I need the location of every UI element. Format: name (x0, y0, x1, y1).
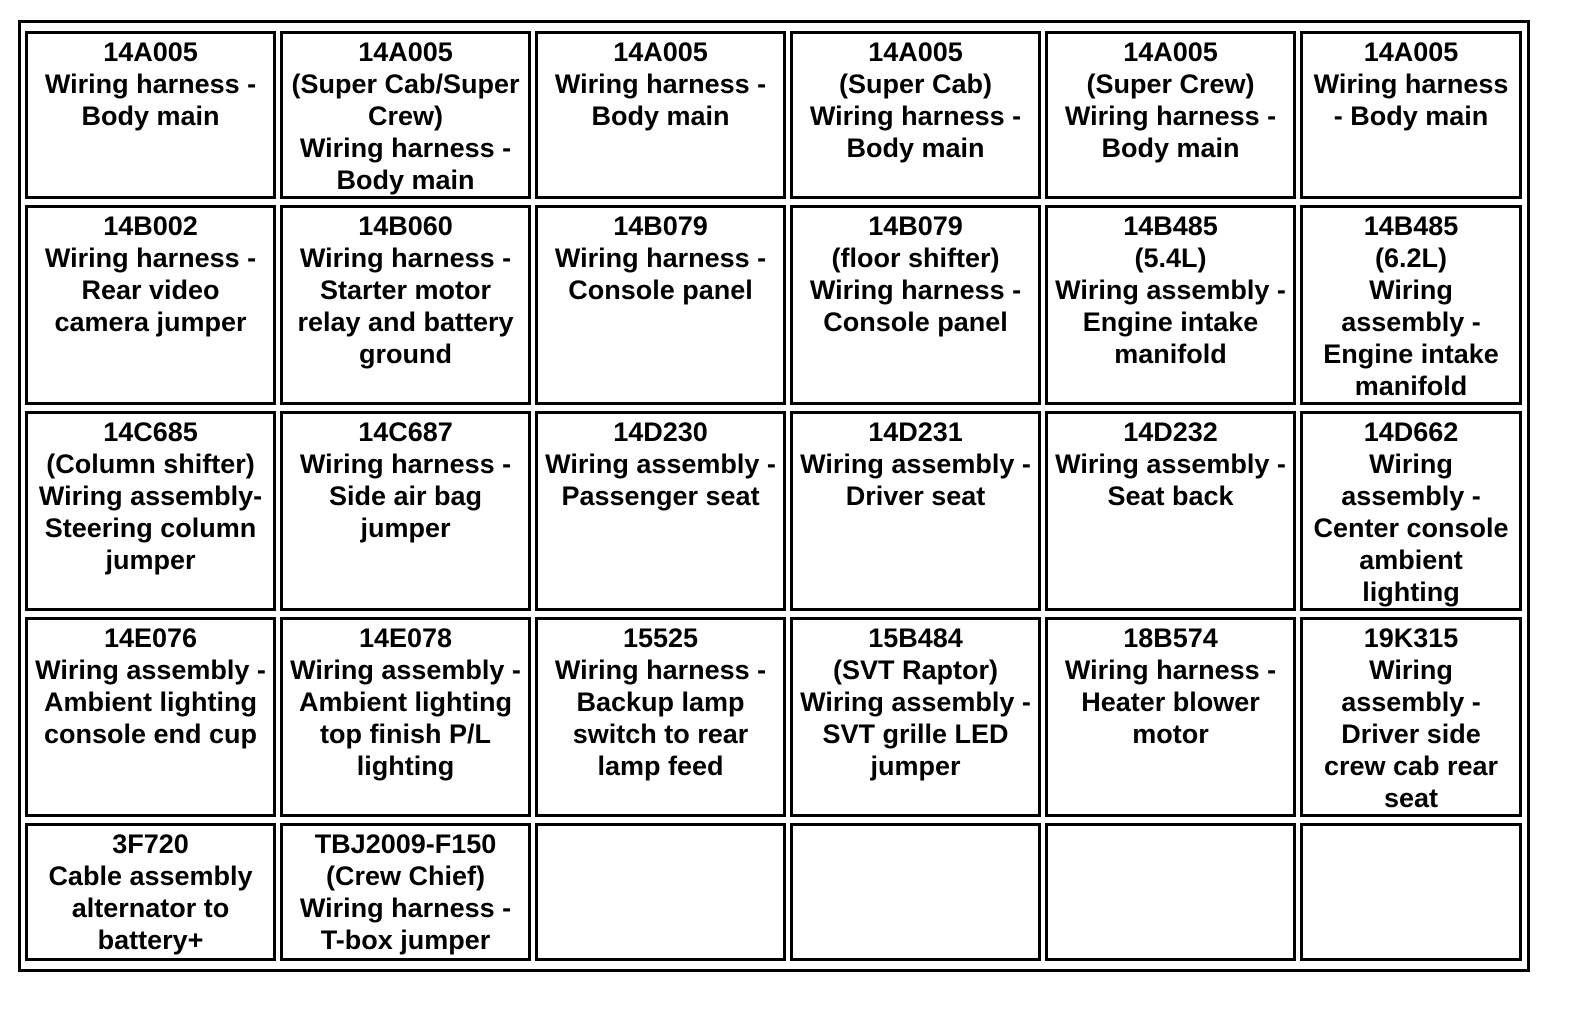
part-description-line: seat (1383, 783, 1439, 813)
part-number: TBJ2009-F150 (314, 829, 497, 859)
connector-table (18, 20, 1530, 972)
part-description-line: Wiring harness - (809, 101, 1022, 131)
part-description-line: jumper (870, 751, 961, 781)
part-description-line: Body main (591, 101, 730, 131)
part-description-line: Engine intake (1082, 307, 1259, 337)
part-description-line: SVT grille LED (822, 719, 1009, 749)
part-description-line: Wiring harness - (1064, 101, 1277, 131)
table-cell (25, 823, 276, 961)
table-cell (1300, 411, 1522, 611)
part-description-line: alternator to (71, 893, 230, 923)
part-description-line: (Super Cab) (838, 69, 992, 99)
part-description-line: Wiring assembly - (800, 687, 1031, 717)
part-number: 14B485 (1363, 211, 1459, 241)
part-number: 15525 (622, 623, 699, 653)
part-description-line: Passenger seat (561, 481, 760, 511)
part-description-line: (6.2L) (1374, 243, 1447, 273)
part-number: 14A005 (1123, 37, 1218, 67)
part-number: 14C687 (358, 417, 453, 447)
table-cell (25, 411, 276, 611)
part-number: 14B079 (613, 211, 708, 241)
part-description-line: battery+ (97, 925, 204, 955)
part-description-line: Rear video (81, 275, 220, 305)
table-cell (280, 205, 531, 405)
table-cell (280, 31, 531, 199)
part-description-line: Wiring harness - (299, 243, 512, 273)
part-description-line: Cable assembly (48, 861, 253, 891)
part-description-line: Console panel (823, 307, 1008, 337)
table-cell (790, 205, 1041, 405)
part-number: 14B485 (1123, 211, 1218, 241)
part-description-line: Driver side (1341, 719, 1481, 749)
table-cell (790, 823, 1041, 961)
table-cell (535, 205, 786, 405)
part-description-line: Wiring harness - (44, 69, 257, 99)
table-cell (1045, 823, 1296, 961)
part-description-line: Wiring harness - (299, 449, 512, 479)
part-description-line: Body main (846, 133, 985, 163)
part-description-line: (Super Cab/Super (291, 69, 520, 99)
part-description-line: Side air bag (328, 481, 483, 511)
part-description-line: (SVT Raptor) (833, 655, 998, 685)
part-description-line: Wiring harness - (299, 893, 512, 923)
table-cell (535, 31, 786, 199)
part-description-line: (5.4L) (1134, 243, 1207, 273)
part-description-line: Wiring harness - (554, 69, 767, 99)
part-description-line: ground (359, 339, 452, 369)
part-description-line: Console panel (568, 275, 753, 305)
part-number: 14B060 (358, 211, 453, 241)
part-description-line: (Crew Chief) (325, 861, 485, 891)
part-description-line: Wiring harness - (299, 133, 512, 163)
part-description-line: Wiring harness - (554, 243, 767, 273)
part-description-line: Seat back (1107, 481, 1234, 511)
part-number: 14E076 (103, 623, 198, 653)
part-description-line: Wiring assembly - (1055, 449, 1286, 479)
part-number: 14D662 (1363, 417, 1459, 447)
table-cell (790, 617, 1041, 817)
part-number: 19K315 (1363, 623, 1459, 653)
part-number: 14B002 (103, 211, 198, 241)
table-cell (25, 205, 276, 405)
part-description-line: Wiring (1369, 275, 1453, 305)
part-number: 15B484 (868, 623, 963, 653)
part-description-line: Wiring assembly - (545, 449, 776, 479)
table-cell (1045, 411, 1296, 611)
table-cell (1300, 31, 1522, 199)
part-description-line: Wiring assembly - (35, 655, 266, 685)
part-description-line: console end cup (43, 719, 258, 749)
part-description-line: assembly - (1341, 687, 1481, 717)
part-description-line: Wiring (1369, 449, 1453, 479)
part-description-line: Center console (1313, 513, 1509, 543)
part-number: 14A005 (868, 37, 963, 67)
table-cell (1045, 31, 1296, 199)
table-cell (535, 617, 786, 817)
part-number: 14C685 (103, 417, 198, 447)
part-description-line: T-box jumper (320, 925, 491, 955)
part-description-line: Backup lamp (576, 687, 745, 717)
part-description-line: Body main (81, 101, 220, 131)
table-cell (280, 411, 531, 611)
part-description-line: lamp feed (597, 751, 724, 781)
part-description-line: assembly - (1341, 307, 1481, 337)
part-description-line: jumper (360, 513, 451, 543)
table-cell (25, 617, 276, 817)
table-cell (790, 411, 1041, 611)
part-number: 14A005 (1363, 37, 1459, 67)
table-cell (25, 31, 276, 199)
table-cell (1300, 617, 1522, 817)
part-description-line: Driver seat (845, 481, 986, 511)
table-cell (1300, 205, 1522, 405)
part-description-line: relay and battery (297, 307, 514, 337)
part-description-line: Body main (1101, 133, 1240, 163)
part-description-line: Heater blower (1081, 687, 1260, 717)
part-description-line: Engine intake (1323, 339, 1499, 369)
part-description-line: Ambient lighting (299, 687, 512, 717)
table-cell (1300, 823, 1522, 961)
part-description-line: Ambient lighting (44, 687, 257, 717)
part-description-line: jumper (105, 545, 196, 575)
part-description-line: Starter motor (319, 275, 492, 305)
table-cell (535, 823, 786, 961)
part-description-line: Steering column (44, 513, 257, 543)
part-number: 18B574 (1123, 623, 1218, 653)
table-cell (280, 823, 531, 961)
part-description-line: Body main (336, 165, 475, 195)
part-description-line: (Super Crew) (1086, 69, 1255, 99)
part-number: 14B079 (868, 211, 963, 241)
part-number: 14A005 (103, 37, 198, 67)
part-description-line: lighting (1362, 577, 1460, 607)
table-cell (280, 617, 531, 817)
part-description-line: Wiring harness - (44, 243, 257, 273)
part-description-line: top finish P/L (320, 719, 491, 749)
part-number: 14D232 (1123, 417, 1218, 447)
part-description-line: manifold (1354, 371, 1468, 401)
part-description-line: assembly - (1341, 481, 1481, 511)
part-description-line: crew cab rear (1323, 751, 1499, 781)
part-description-line: - Body main (1333, 101, 1489, 131)
part-number: 14A005 (358, 37, 453, 67)
part-number: 3F720 (112, 829, 189, 859)
part-description-line: camera jumper (54, 307, 247, 337)
part-description-line: manifold (1114, 339, 1227, 369)
part-description-line: switch to rear (572, 719, 749, 749)
part-description-line: ambient (1359, 545, 1463, 575)
part-description-line: Wiring assembly - (290, 655, 521, 685)
part-description-line: motor (1132, 719, 1209, 749)
table-cell (535, 411, 786, 611)
table-cell (1045, 617, 1296, 817)
part-description-line: Wiring assembly - (800, 449, 1031, 479)
part-number: 14D231 (868, 417, 963, 447)
part-description-line: Wiring (1369, 655, 1453, 685)
part-description-line: (floor shifter) (831, 243, 1000, 273)
part-number: 14E078 (358, 623, 453, 653)
part-description-line: Wiring harness - (554, 655, 767, 685)
table-cell (790, 31, 1041, 199)
part-description-line: Wiring harness (1313, 69, 1509, 99)
part-description-line: Wiring harness - (809, 275, 1022, 305)
part-number: 14A005 (613, 37, 708, 67)
part-description-line: Wiring harness - (1064, 655, 1277, 685)
part-description-line: (Column shifter) (46, 449, 255, 479)
part-description-line: Wiring assembly - (1055, 275, 1286, 305)
table-cell (1045, 205, 1296, 405)
part-description-line: lighting (356, 751, 455, 781)
part-description-line: Wiring assembly- (38, 481, 263, 511)
part-number: 14D230 (613, 417, 708, 447)
part-description-line: Crew) (367, 101, 443, 131)
